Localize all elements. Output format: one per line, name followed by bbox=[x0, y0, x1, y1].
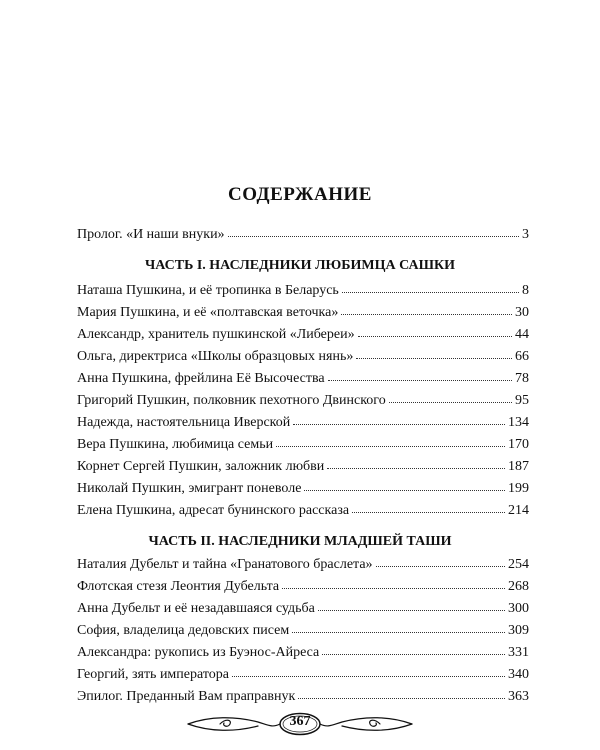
toc-entry bbox=[77, 578, 529, 596]
toc-entry-page: 8 bbox=[522, 283, 529, 298]
dot-leader bbox=[304, 486, 505, 491]
toc-entry-text: Мария Пушкина, и её «полтавская веточка» bbox=[77, 305, 339, 320]
toc-entry bbox=[77, 282, 529, 300]
toc-entry bbox=[77, 480, 529, 498]
toc-entry-page: 78 bbox=[515, 371, 529, 386]
dot-leader bbox=[341, 310, 512, 315]
dot-leader bbox=[322, 650, 505, 655]
toc-entry-text: Александра: рукопись из Буэнос-Айреса bbox=[77, 645, 320, 660]
dot-leader bbox=[228, 232, 519, 237]
toc-entry bbox=[77, 556, 529, 574]
dot-leader bbox=[282, 584, 505, 589]
part-2-title: ЧАСТЬ II. НАСЛЕДНИКИ МЛАДШЕЙ ТАШИ bbox=[148, 534, 452, 549]
toc-entry-text: Пролог. «И наши внуки» bbox=[77, 227, 225, 242]
toc-entry bbox=[77, 304, 529, 322]
toc-entry-page: 170 bbox=[508, 437, 529, 452]
dot-leader bbox=[376, 562, 505, 567]
dot-leader bbox=[389, 398, 512, 403]
toc-entry bbox=[77, 644, 529, 662]
toc-entry-text: Наталия Дубельт и тайна «Гранатового браслета» bbox=[77, 557, 373, 572]
dot-leader bbox=[342, 288, 519, 293]
toc-entry-text: Анна Пушкина, фрейлина Её Высочества bbox=[77, 371, 325, 386]
toc-entry-text: Анна Дубельт и её незадавшаяся судьба bbox=[77, 601, 315, 616]
dot-leader bbox=[276, 442, 505, 447]
dot-leader bbox=[327, 464, 505, 469]
toc-entry-page: 254 bbox=[508, 557, 529, 572]
toc-entry-page: 363 bbox=[508, 689, 529, 704]
toc-entry bbox=[77, 688, 529, 706]
toc-entry bbox=[77, 392, 529, 410]
toc-entry-text: Надежда, настоятельница Иверской bbox=[77, 415, 291, 430]
toc-entry-page: 134 bbox=[508, 415, 529, 430]
page-title: СОДЕРЖАНИЕ bbox=[228, 184, 372, 205]
dot-leader bbox=[298, 694, 505, 699]
toc-entry-page: 3 bbox=[522, 227, 529, 242]
toc-entry-page: 66 bbox=[515, 349, 529, 364]
part-1-title: ЧАСТЬ I. НАСЛЕДНИКИ ЛЮБИМЦА САШКИ bbox=[144, 258, 456, 273]
toc-entry-text: Георгий, зять императора bbox=[77, 667, 229, 682]
dot-leader bbox=[232, 672, 505, 677]
toc-entry-text: Корнет Сергей Пушкин, заложник любви bbox=[77, 459, 325, 474]
toc-entry-page: 331 bbox=[508, 645, 529, 660]
toc-entry bbox=[77, 458, 529, 476]
toc-entry bbox=[77, 502, 529, 520]
toc-entry-prologue bbox=[77, 226, 529, 244]
toc-entry-text: Эпилог. Преданный Вам праправнук bbox=[77, 689, 296, 704]
toc-entry-text: Наташа Пушкина, и её тропинка в Беларусь bbox=[77, 283, 339, 298]
toc-entry-text: Григорий Пушкин, полковник пехотного Двинского bbox=[77, 393, 386, 408]
toc-entry-text: Флотская стезя Леонтия Дубельта bbox=[77, 579, 280, 594]
page-number-ornament bbox=[0, 712, 600, 736]
toc-entry-text: Николай Пушкин, эмигрант поневоле bbox=[77, 481, 302, 496]
toc-entry-page: 309 bbox=[508, 623, 529, 638]
toc-entry bbox=[77, 414, 529, 432]
toc-entry-page: 199 bbox=[508, 481, 529, 496]
toc-entry-page: 214 bbox=[508, 503, 529, 518]
page-number: 367 bbox=[289, 714, 311, 729]
toc-entry bbox=[77, 622, 529, 640]
dot-leader bbox=[356, 354, 512, 359]
toc-entry bbox=[77, 348, 529, 366]
toc-entry bbox=[77, 370, 529, 388]
toc-entry-text: София, владелица дедовских писем bbox=[77, 623, 290, 638]
toc-entry bbox=[77, 600, 529, 618]
toc-entry-page: 340 bbox=[508, 667, 529, 682]
toc-entry-page: 95 bbox=[515, 393, 529, 408]
toc-entry-page: 44 bbox=[515, 327, 529, 342]
toc-entry bbox=[77, 666, 529, 684]
toc-entry-text: Ольга, директриса «Школы образцовых нянь» bbox=[77, 349, 354, 364]
dot-leader bbox=[352, 508, 505, 513]
dot-leader bbox=[292, 628, 505, 633]
toc-entry-page: 268 bbox=[508, 579, 529, 594]
dot-leader bbox=[293, 420, 505, 425]
dot-leader bbox=[328, 376, 512, 381]
toc-entry-text: Александр, хранитель пушкинской «Либереи» bbox=[77, 327, 355, 342]
toc-entry-page: 300 bbox=[508, 601, 529, 616]
toc-entry-page: 187 bbox=[508, 459, 529, 474]
toc-entry bbox=[77, 436, 529, 454]
dot-leader bbox=[318, 606, 505, 611]
toc-entry-text: Вера Пушкина, любимица семьи bbox=[77, 437, 274, 452]
toc-entry-page: 30 bbox=[515, 305, 529, 320]
dot-leader bbox=[358, 332, 512, 337]
toc-entry-text: Елена Пушкина, адресат бунинского рассказа bbox=[77, 503, 350, 518]
toc-entry bbox=[77, 326, 529, 344]
